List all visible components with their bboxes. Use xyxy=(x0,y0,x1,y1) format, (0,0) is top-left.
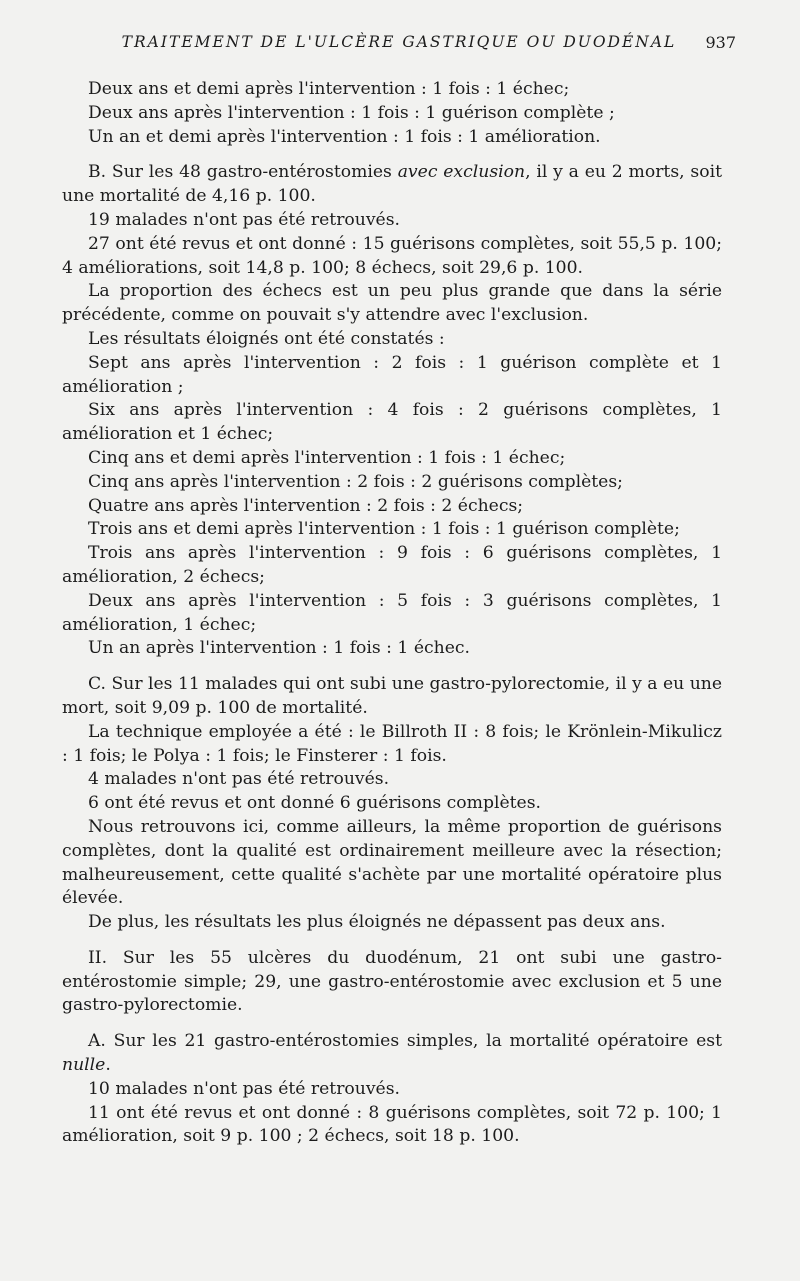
paragraph: Six ans après l'intervention : 4 fois : 2 guérisons complètes, 1 amélioration et 1 échec; xyxy=(62,400,722,445)
paragraph: Quatre ans après l'intervention : 2 fois : 2 échecs; xyxy=(88,495,524,516)
paragraph: Trois ans et demi après l'intervention : 1 fois : 1 guérison complète; xyxy=(88,519,680,540)
emphasis: avec exclusion xyxy=(397,162,526,183)
section-b-paragraph xyxy=(62,161,722,209)
running-title: TRAITEMENT DE L'ULCÈRE GASTRIQUE OU DUODÉNAL xyxy=(121,33,677,51)
paragraph: Un an et demi après l'intervention : 1 fois : 1 amélioration. xyxy=(88,126,601,147)
paragraph: 4 malades n'ont pas été retrouvés. xyxy=(88,769,390,790)
paragraph: 11 ont été revus et ont donné : 8 guérisons complètes, soit 72 p. 100; 1 amélioration, soit 9 p. 100 ; 2 échecs, soit 18 p. 100. xyxy=(62,1102,722,1147)
paragraph: Deux ans après l'intervention : 1 fois : 1 guérison complète ; xyxy=(88,102,615,123)
section-c-paragraph: C. Sur les 11 malades qui ont subi une gastro-pylorectomie, il y a eu une mort, soit 9,09 p. 100 de mortalité. xyxy=(62,674,722,718)
paragraph: Nous retrouvons ici, comme ailleurs, la même proportion de guérisons complètes, dont la qualité est ordinairement meilleure avec la résection; malheureusement, cette qualité s'achète par une mortalité opératoire plus élevée. xyxy=(62,816,722,909)
paragraph: Un an après l'intervention : 1 fois : 1 échec. xyxy=(88,638,470,659)
paragraph: La technique employée a été : le Billroth II : 8 fois; le Krönlein-Mikulicz : 1 fois; le Polya : 1 fois; le Finsterer : 1 fois. xyxy=(62,721,722,766)
paragraph: 10 malades n'ont pas été retrouvés. xyxy=(88,1078,401,1099)
paragraph: 27 ont été revus et ont donné : 15 guérisons complètes, soit 55,5 p. 100; 4 améliorations, soit 14,8 p. 100; 8 échecs, soit 29,6 p. 100. xyxy=(62,233,722,278)
text-run: . xyxy=(105,1055,111,1076)
paragraph: Cinq ans après l'intervention : 2 fois : 2 guérisons complètes; xyxy=(88,471,623,492)
text-run: , il y a eu 2 morts, soit une mortalité de 4,16 p. 100. xyxy=(62,162,722,207)
paragraph: Deux ans et demi après l'intervention : 1 fois : 1 échec; xyxy=(88,79,570,99)
page-number: 937 xyxy=(705,33,736,52)
paragraph: Cinq ans et demi après l'intervention : 1 fois : 1 échec; xyxy=(88,447,566,468)
section-a-paragraph xyxy=(62,1030,722,1078)
paragraph: 19 malades n'ont pas été retrouvés. xyxy=(88,209,401,230)
paragraph: Deux ans après l'intervention : 5 fois : 3 guérisons complètes, 1 amélioration, 1 échec; xyxy=(62,590,722,635)
section-ii-paragraph: II. Sur les 55 ulcères du duodénum, 21 ont subi une gastro-entérostomie simple; 29, une gastro-entérostomie avec exclusion et 5 une gastro-pylorectomie. xyxy=(62,947,722,1016)
paragraph: 6 ont été revus et ont donné 6 guérisons complètes. xyxy=(88,793,541,814)
paragraph: Sept ans après l'intervention : 2 fois : 1 guérison complète et 1 amélioration ; xyxy=(62,352,722,397)
running-header xyxy=(62,33,736,57)
text-run: A. Sur les 21 gastro-entérostomies simples, la mortalité opératoire est xyxy=(88,1031,722,1052)
paragraph: De plus, les résultats les plus éloignés ne dépassent pas deux ans. xyxy=(88,912,666,933)
body-text xyxy=(62,78,722,1149)
emphasis: nulle xyxy=(62,1055,106,1076)
text-run: B. Sur les 48 gastro-entérostomies xyxy=(88,162,398,183)
paragraph: Les résultats éloignés ont été constatés : xyxy=(88,328,445,349)
paragraph: La proportion des échecs est un peu plus grande que dans la série précédente, comme on pouvait s'y attendre avec l'exclusion. xyxy=(62,281,722,326)
paragraph: Trois ans après l'intervention : 9 fois : 6 guérisons complètes, 1 amélioration, 2 échecs; xyxy=(62,543,722,587)
